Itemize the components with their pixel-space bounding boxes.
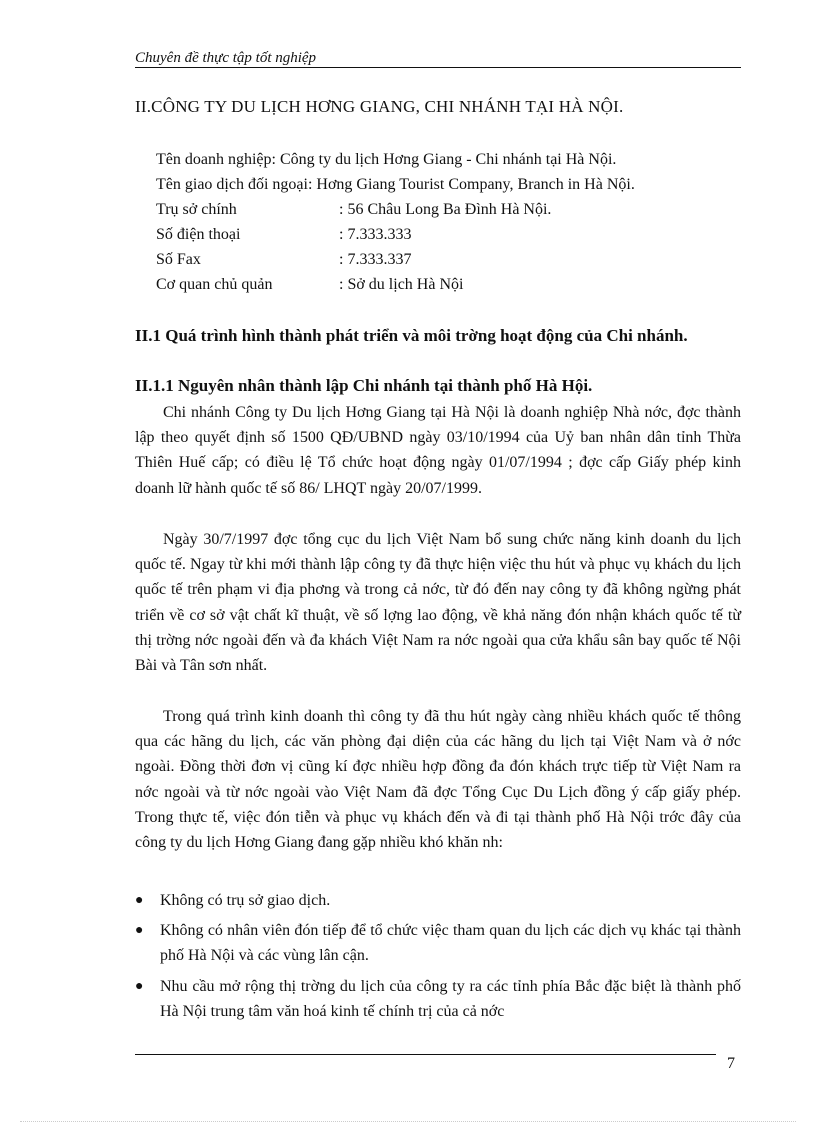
section-title: II.CÔNG TY DU LỊCH HƠNG GIANG, CHI NHÁNH TẠI HÀ NỘI. [135,97,624,116]
info-label: Cơ quan chủ quản [156,276,273,293]
info-value: : 7.333.333 [339,226,412,243]
info-label: Số Fax [156,251,201,268]
info-value: : 56 Châu Long Ba Đình Hà Nội. [339,201,552,218]
info-label: Trụ sở chính [156,201,237,218]
header-divider [135,67,741,68]
info-row-address [156,197,635,222]
paragraph-3: Trong quá trình kinh doanh thì công ty đã thu hút ngày càng nhiều khách quốc tế thông qua các hãng du lịch, các văn phòng đại diện của các hãng du lịch tại Việt Nam và ở nớc ngoài. Đồng thời đơn vị cũng kí đợc nhiều hợp đồng đa đón khách trực tiếp từ Việt Nam ra nớc ngoài và từ nớc ngoài vào Việt Nam đã đợc Tổng Cục Du Lịch đồng ý cấp giấy phép. Trong thực tế, việc đón tiễn và phục vụ khách đến và đi tại thành phố Hà Nội trớc đây của công ty du lịch Hơng Giang đang gặp nhiều khó khăn nh: [135,708,741,852]
list-item [135,974,741,1024]
page-bottom-edge [20,1121,796,1122]
paragraph-1: Chi nhánh Công ty Du lịch Hơng Giang tại Hà Nội là doanh nghiệp Nhà nớc, đợc thành lập theo quyết định số 1500 QĐ/UBND ngày 03/10/1994 của Uỷ ban nhân dân tỉnh Thừa Thiên Huế cấp; có điều lệ Tổ chức hoạt động ngày 01/07/1994 ; đợc cấp Giấy phép kinh doanh lữ hành quốc tế số 86/ LHQT ngày 20/07/1999. [135,404,741,497]
bullet-icon: ● [135,893,144,908]
list-item [135,918,741,968]
page-number: 7 [727,1055,735,1072]
info-label: Số điện thoại [156,226,241,243]
info-row-phone [156,222,635,247]
list-item [135,888,741,913]
paragraph-2: Ngày 30/7/1997 đợc tổng cục du lịch Việt Nam bổ sung chức năng kinh doanh du lịch quốc tế. Ngay từ khi mới thành lập công ty đã thực hiện việc thu hút và phục vụ khách du lịch quốc tế trên phạm vi địa phơng và trong cả nớc, từ đó đến nay công ty đã không ngừng phát triển về cơ sở vật chất kĩ thuật, về số lợng lao động, về khả năng đón nhận khách quốc tế từ thị trờng nớc ngoài đến và đa khách Việt Nam ra nớc ngoài qua cửa khẩu sân bay quốc tế Nội Bài và Tân sơn nhất. [135,531,741,675]
heading-formation-history: II.1 Quá trình hình thành phát triển và môi trờng hoạt động của Chi nhánh. [135,326,688,345]
company-name-line: Tên doanh nghiệp: Công ty du lịch Hơng Giang - Chi nhánh tại Hà Nội. [156,151,617,168]
company-info-block [156,147,635,297]
difficulty-list [135,888,741,1029]
info-value: : 7.333.337 [339,251,412,268]
bullet-icon: ● [135,923,144,939]
page-header: Chuyên đề thực tập tốt nghiệp [135,50,317,66]
bullet-icon: ● [135,978,144,994]
list-item-text: Không có trụ sở giao dịch. [160,892,331,909]
info-row-authority [156,272,635,297]
info-row-fax [156,247,635,272]
heading-founding-reasons: II.1.1 Nguyên nhân thành lập Chi nhánh tại thành phố Hà Hội. [135,376,593,395]
foreign-name-line: Tên giao dịch đối ngoại: Hơng Giang Tourist Company, Branch in Hà Nội. [156,176,635,193]
list-item-text: Nhu cầu mở rộng thị trờng du lịch của công ty ra các tỉnh phía Bắc đặc biệt là thành phố Hà Nội trung tâm văn hoá kinh tế chính trị của cả nớc [160,977,741,1020]
info-value: : Sở du lịch Hà Nội [339,276,464,293]
footer-divider [135,1054,716,1055]
list-item-text: Không có nhân viên đón tiếp để tổ chức việc tham quan du lịch các dịch vụ khác tại thành phố Hà Nội và các vùng lân cận. [160,922,741,965]
